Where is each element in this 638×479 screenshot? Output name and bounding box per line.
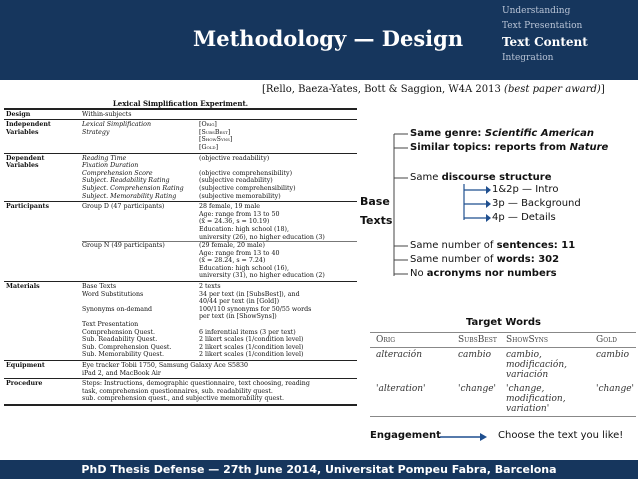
group-line: 28 female, 19 male <box>199 203 261 211</box>
footer-bar: PhD Thesis Defense — 27th June 2014, Universitat Pompeu Fabra, Barcelona <box>0 460 638 479</box>
table-row-equipment <box>4 360 357 378</box>
var-value: (subjective readability) <box>199 177 273 185</box>
arrow-head <box>486 186 491 194</box>
group-line: Education: high school (16), <box>199 264 289 272</box>
structure-item: 1&2p — Intro <box>492 184 559 195</box>
right-arrow-icon <box>440 433 488 441</box>
var-value: (objective readability) <box>199 154 270 162</box>
row-label: Design <box>6 110 31 118</box>
citation-close: ] <box>600 84 605 95</box>
group-name: Group N (49 participants) <box>82 242 165 250</box>
row-values <box>82 283 357 359</box>
table-row <box>370 348 636 382</box>
var-name: Text Presentation <box>82 321 139 329</box>
row-value: Within-subjects <box>82 110 132 118</box>
var-value: 6 inferential items (3 per text) <box>199 328 296 336</box>
var-value: [Gold] <box>199 143 219 151</box>
item-text: Same number of <box>410 254 497 265</box>
target-words-title: Target Words <box>466 317 541 328</box>
table-cell: 'alteration' <box>376 384 426 394</box>
group-line: (x̄ = 24.36, s = 10.19) <box>199 218 270 226</box>
nav-item-text-presentation[interactable]: Text Presentation <box>502 21 583 31</box>
column-header: SubsBest <box>458 335 497 345</box>
row-values <box>82 121 357 151</box>
table-row-dependent <box>4 153 357 202</box>
row-label: Participants <box>6 203 50 211</box>
var-value <box>199 321 357 329</box>
base-label-line: Texts <box>360 214 393 227</box>
row-label: Independent Variables <box>6 121 51 136</box>
row-line: iPad 2, and MacBook Air <box>82 369 161 377</box>
var-name: Comprehension Quest. <box>82 328 155 336</box>
group-details <box>199 203 357 241</box>
var-name: Subject. Memorability Rating <box>82 192 177 200</box>
var-name: Fixation Duration <box>82 162 139 170</box>
group-details <box>199 242 357 280</box>
var-name: Base Texts <box>82 283 117 291</box>
var-name: Word Substitutions <box>82 290 144 298</box>
row-values <box>82 155 357 201</box>
var-value: 34 per text (in [SubsBest]), and <box>199 290 300 298</box>
var-name: Reading Time <box>82 154 127 162</box>
var-name: Lexical Simplification <box>82 121 151 129</box>
var-value: [SubsBest] <box>199 128 231 136</box>
group-line: university (31), no higher education (2) <box>199 272 325 280</box>
var-name: Strategy <box>82 128 110 136</box>
row-label: Procedure <box>6 380 43 388</box>
var-value <box>199 162 357 170</box>
item-bold: acronyms nor numbers <box>426 268 557 279</box>
slide-title: Methodology — Design <box>193 26 464 51</box>
var-name: Synonyms on-demand <box>82 305 153 313</box>
list-item <box>410 142 608 153</box>
item-emphasis: Nature <box>569 142 609 153</box>
citation <box>262 84 605 95</box>
table-row-procedure <box>4 378 357 406</box>
var-value: [ShowSyns] <box>199 136 233 144</box>
var-value: 100/110 synonyms for 50/55 words <box>199 305 312 313</box>
table-cell: cambio <box>596 350 629 360</box>
row-line: Eye tracker Tobii 1750, Samsung Galaxy Ace S5830 <box>82 362 249 369</box>
group-line: university (26), no higher education (3) <box>199 233 325 241</box>
arrow-head <box>486 214 491 222</box>
var-value: 2 texts <box>199 283 221 291</box>
var-name <box>82 298 199 306</box>
experiment-table <box>4 100 357 406</box>
structure-arrows <box>462 180 494 230</box>
table-cell: 'change, modification, variation' <box>506 384 566 414</box>
row-label: Dependent Variables <box>6 154 45 170</box>
list-item <box>410 254 559 265</box>
column-header: Gold <box>596 335 617 345</box>
var-value: [Orig] <box>199 121 217 129</box>
var-name: Subject. Comprehension Rating <box>82 184 184 192</box>
base-texts-label <box>360 192 392 230</box>
item-bold: sentences: 11 <box>496 240 576 251</box>
table-cell: cambio <box>458 350 491 360</box>
item-emphasis: Scientific American <box>484 128 594 139</box>
var-name <box>82 144 199 152</box>
table-caption: Lexical Simplification Experiment. <box>112 99 249 108</box>
table-row <box>370 382 636 416</box>
group-line: Education: high school (18), <box>199 225 289 233</box>
structure-list <box>492 184 581 226</box>
table-row-materials <box>4 281 357 360</box>
engagement-label: Engagement <box>370 430 441 441</box>
section-nav <box>502 5 638 67</box>
row-label: Materials <box>6 283 40 291</box>
item-text: No <box>410 268 427 279</box>
item-text: Same number of <box>410 240 497 251</box>
table-row-design <box>4 108 357 120</box>
item-text: Same genre: <box>410 128 485 139</box>
structure-item: 3p — Background <box>492 198 581 209</box>
header-bar <box>0 0 638 80</box>
var-name: Subject. Readability Rating <box>82 177 170 185</box>
group-line: Age: range from 13 to 50 <box>199 210 280 218</box>
brace-lines <box>392 124 412 284</box>
list-item <box>410 128 594 139</box>
var-value: (subjective comprehensibility) <box>199 184 296 192</box>
base-label-line: Base <box>360 195 390 208</box>
var-value: 2 likert scales (1/condition level) <box>199 336 304 344</box>
var-value: per text (in [ShowSyns]) <box>199 313 277 321</box>
row-label: Equipment <box>6 362 45 369</box>
group-name: Group D (47 participants) <box>82 203 165 211</box>
var-name: Sub. Memorability Quest. <box>82 351 164 359</box>
var-value: (subjective memorability) <box>199 192 281 200</box>
var-value: 2 likert scales (1/condition level) <box>199 351 304 359</box>
citation-text: [Rello, Baeza-Yates, Bott & Saggion, W4A 2013 <box>262 84 505 95</box>
var-name: Sub. Readability Quest. <box>82 336 158 344</box>
table-header <box>370 333 636 348</box>
group-line: Age: range from 13 to 40 <box>199 249 280 257</box>
item-bold: words: 302 <box>496 254 560 265</box>
item-text: Same <box>410 172 442 183</box>
table-row-participants <box>4 201 357 281</box>
arrow-head <box>486 200 491 208</box>
row-values <box>82 362 357 377</box>
engagement-text: Choose the text you like! <box>498 430 624 441</box>
row-line: sub. comprehension quest., and subjective memorability quest. <box>82 395 285 403</box>
nav-item-understanding[interactable]: Understanding <box>502 6 571 16</box>
item-bold: discourse structure <box>441 172 552 183</box>
row-line: Steps: Instructions, demographic questionnaire, text choosing, reading <box>82 380 310 388</box>
var-value: 40/44 per text (in [Gold]) <box>199 298 280 306</box>
arrow-head <box>480 433 487 441</box>
structure-item: 4p — Details <box>492 212 556 223</box>
table-cell: cambio, modificación, variación <box>506 350 567 380</box>
table-cell: 'change' <box>458 384 497 394</box>
item-text: Similar topics: reports from <box>410 142 570 153</box>
table-row-independent <box>4 119 357 152</box>
group-line: (x̄ = 28.24, s = 7.24) <box>199 257 266 265</box>
nav-item-text-content[interactable]: Text Content <box>502 35 588 49</box>
list-item <box>410 268 557 279</box>
row-values <box>82 203 357 280</box>
var-name <box>82 136 199 144</box>
list-item <box>410 240 575 251</box>
var-name: Comprehension Score <box>82 169 153 177</box>
row-values <box>82 380 357 403</box>
group-line: (29 female, 20 male) <box>199 242 265 250</box>
row-line: task, comprehension questionnaires, sub. readability quest. <box>82 387 273 395</box>
target-words-table <box>370 332 636 417</box>
var-value: 2 likert scales (1/condition level) <box>199 343 304 351</box>
var-name <box>82 313 199 321</box>
column-header: ShowSyns <box>506 335 548 345</box>
citation-award: (best paper award) <box>504 84 601 95</box>
nav-item-integration[interactable]: Integration <box>502 53 554 63</box>
column-header: Orig <box>376 335 396 345</box>
table-cell: 'change' <box>596 384 635 394</box>
var-name: Sub. Comprehension Quest. <box>82 343 172 351</box>
table-cell: alteración <box>376 350 422 360</box>
var-value: (objective comprehensibility) <box>199 169 293 177</box>
